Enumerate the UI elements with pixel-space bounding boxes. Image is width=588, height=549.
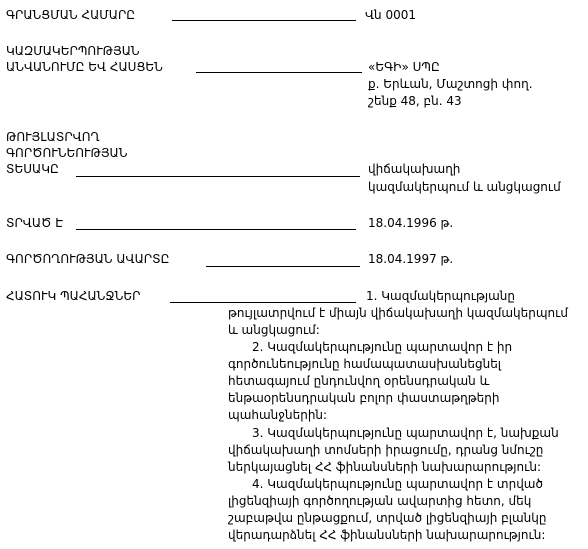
- registration-value: Վն 0001: [365, 8, 416, 22]
- expiry-underline: [206, 266, 360, 267]
- issued-label: ՏՐՎԱԾ Է: [6, 216, 63, 230]
- condition-line: պահանջներին:: [228, 408, 328, 422]
- condition-line: և անցկացում:: [228, 323, 320, 337]
- condition-line: ենթաօրենսդրական բոլոր փաստաթղթերի: [228, 391, 500, 405]
- activity-value-line2: կազմակերպում և անցկացում: [368, 180, 561, 194]
- organization-address-line2: շենք 48, բն. 43: [368, 94, 462, 108]
- organization-name: «ԵԳԻ» ՍՊԸ: [368, 60, 440, 74]
- condition-line: լիցենզիայի գործողության ավարտից հետո, մեկ: [228, 494, 532, 508]
- condition-line: 2. Կազմակերպությունը պարտավոր է իր: [252, 340, 513, 354]
- registration-underline: [172, 20, 356, 21]
- condition-line: 4. Կազմակերպությունը պարտավոր է տրված: [252, 477, 543, 491]
- registration-label: ԳՐԱՆՑՄԱՆ ՀԱՄԱՐԸ: [6, 8, 136, 22]
- expiry-value: 18.04.1997 թ.: [368, 252, 454, 266]
- condition-line: վիճակախաղի տոմսերի իրացումը, դրանց նմուշը: [228, 443, 544, 457]
- conditions-label: ՀԱՏՈՒԿ ՊԱՀԱՆՋՆԵՐ: [6, 289, 141, 303]
- issued-underline: [76, 229, 356, 230]
- condition-line: 1. Կազմակերպությանը: [366, 289, 515, 303]
- condition-line: թույլատրվում է միայն վիճակախաղի կազմակերպում: [228, 306, 568, 320]
- organization-underline: [196, 72, 362, 73]
- condition-line: հետագայում ընդունվող օրենսդրական և: [228, 374, 490, 388]
- activity-value-line1: վիճակախաղի: [368, 162, 461, 176]
- condition-line: շաբաթվա ընթացքում, տրված լիցենզիայի բլանկը: [228, 511, 547, 525]
- activity-label-line1: ԹՈՒՅԼԱՏՐՎՈՂ: [6, 130, 100, 144]
- activity-label-line2: ԳՈՐԾՈՒՆԵՈՒԹՅԱՆ: [6, 146, 128, 160]
- condition-line: 3. Կազմակերպությունը պարտավոր է, նախքան: [252, 426, 559, 440]
- expiry-label: ԳՈՐԾՈՂՈՒԹՅԱՆ ԱՎԱՐՏԸ: [6, 252, 170, 266]
- organization-address-line1: ք. Երևան, Մաշտոցի փող.: [368, 77, 533, 91]
- condition-line: վերադարձնել ՀՀ ֆինանսների նախարարություն:: [228, 528, 546, 542]
- organization-label-line1: ԿԱԶՄԱԿԵՐՊՈՒԹՅԱՆ: [6, 44, 140, 58]
- organization-label-line2: ԱՆՎԱՆՈՒՄԸ ԵՎ ՀԱՍՑԵՆ: [6, 60, 163, 74]
- conditions-underline: [170, 302, 356, 303]
- activity-underline: [76, 176, 360, 177]
- issued-value: 18.04.1996 թ.: [368, 216, 454, 230]
- condition-line: ներկայացնել ՀՀ ֆինանսների նախարարություն:: [228, 460, 541, 474]
- condition-line: գործունեությունը համապատասխանեցնել: [228, 357, 502, 371]
- activity-label-line3: ՏԵՍԱԿԸ: [6, 162, 59, 176]
